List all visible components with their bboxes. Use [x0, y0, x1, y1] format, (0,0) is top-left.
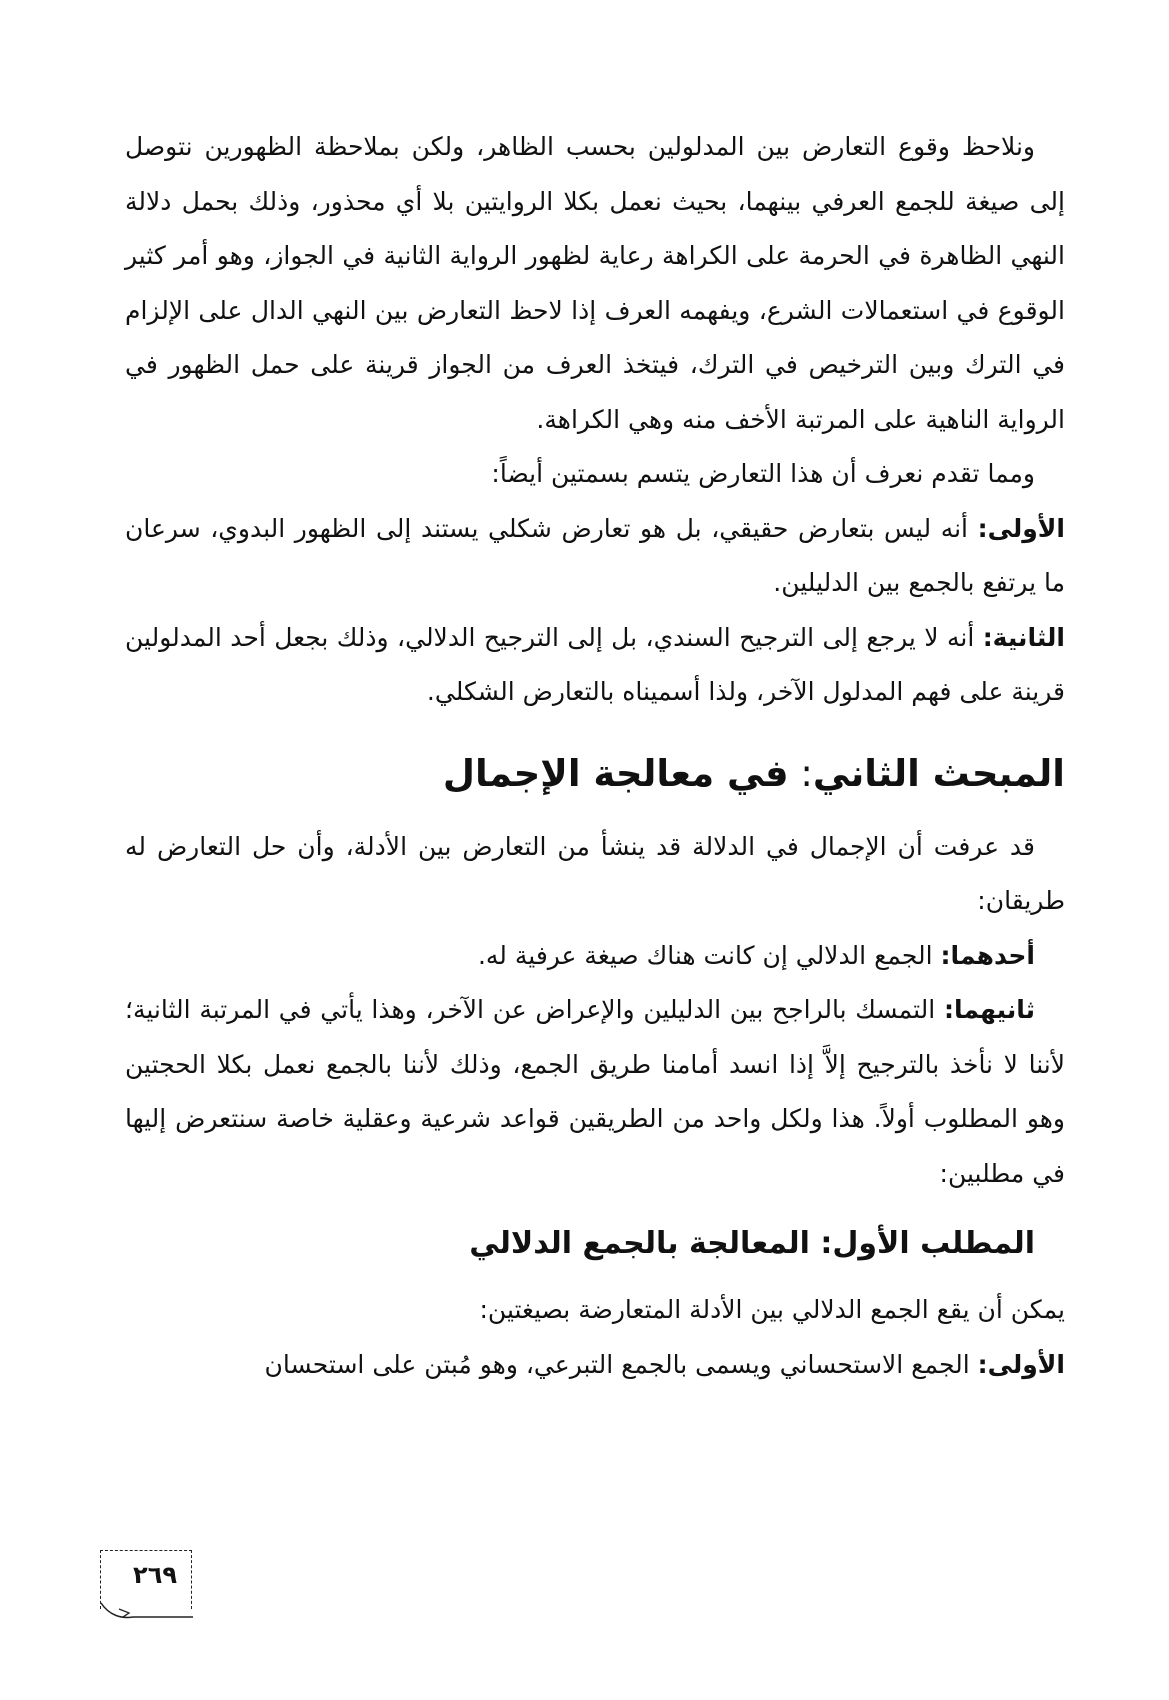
point-first-text: أنه ليس بتعارض حقيقي، بل هو تعارض شكلي يستند إلى الظهور البدوي، سرعان ما يرتفع بالجمع بين الدليلين. [125, 513, 1065, 597]
paragraph-ambiguity: قد عرفت أن الإجمال في الدلالة قد ينشأ من التعارض بين الأدلة، وأن حل التعارض له طريقان: [125, 831, 1065, 915]
section-heading-name: المبحث الثاني [812, 751, 1065, 795]
point-two-label: ثانيهما: [943, 995, 1035, 1024]
point-first [125, 502, 1065, 611]
paragraph-two-features: ومما تقدم نعرف أن هذا التعارض يتسم بسمتين أيضاً: [491, 459, 1035, 488]
page-curl-decoration [99, 1601, 195, 1623]
point-last-label: الأولى: [977, 1349, 1065, 1379]
paragraph-two-forms: يمكن أن يقع الجمع الدلالي بين الأدلة المتعارضة بصيغتين: [479, 1295, 1065, 1324]
paragraph-reconciliation: ونلاحظ وقوع التعارض بين المدلولين بحسب الظاهر، ولكن بملاحظة الظهورين نتوصل إلى صيغة للجمع العرفي بينهما، بحيث نعمل بكلا الروايتين بلا أي محذور، وذلك بحمل دلالة النهي الظاهرة في الحرمة على الكراهة رعاية لظهور الرواية الثانية في الجواز، وهو أمر كثير الوقوع في استعمالات الشرع، ويفهمه العرف إذا لاحظ التعارض بين النهي الدال على الإلزام في الترك وبين الترخيص في الترك، فيتخذ العرف من الجواز قرينة على حمل الظهور في الرواية الناهية على المرتبة الأخف منه وهي الكراهة. [125, 132, 1065, 434]
page-body [125, 120, 1065, 1392]
point-last-text: الجمع الاستحساني ويسمى بالجمع التبرعي، وهو مُبتن على استحسان [264, 1349, 978, 1379]
point-two [125, 983, 1065, 1201]
point-one [125, 929, 1065, 984]
point-second-text: أنه لا يرجع إلى الترجيح السندي، بل إلى الترجيح الدلالي، وذلك بجعل أحد المدلولين قرينة على فهم المدلول الآخر، ولذا أسميناه بالتعارض الشكلي. [125, 622, 1065, 706]
point-second-label: الثانية: [982, 622, 1065, 652]
subsection-heading: المطلب الأول: المعالجة بالجمع الدلالي [469, 1226, 1035, 1261]
point-two-text: التمسك بالراجح بين الدليلين والإعراض عن الآخر، وهذا يأتي في المرتبة الثانية؛ لأننا لا نأخذ بالترجيح إلاَّ إذا انسد أمامنا طريق الجمع، وذلك لأننا بالجمع نعمل بكلا الحجتين وهو المطلوب أولاً. هذا ولكل واحد من الطريقين قواعد شرعية وعقلية خاصة سنتعرض إليها في مطلبين: [125, 995, 1065, 1188]
point-one-label: أحدهما: [940, 940, 1035, 970]
section-heading-topic: في معالجة الإجمال [442, 751, 789, 795]
point-last [125, 1338, 1065, 1393]
point-first-label: الأولى: [977, 513, 1065, 543]
section-heading [125, 744, 1065, 804]
point-second [125, 611, 1065, 720]
page-number-box [100, 1550, 192, 1609]
section-heading-separator: : [788, 751, 813, 795]
page-number: ٢٦٩ [133, 1561, 177, 1589]
point-one-text: الجمع الدلالي إن كانت هناك صيغة عرفية له. [477, 940, 941, 970]
